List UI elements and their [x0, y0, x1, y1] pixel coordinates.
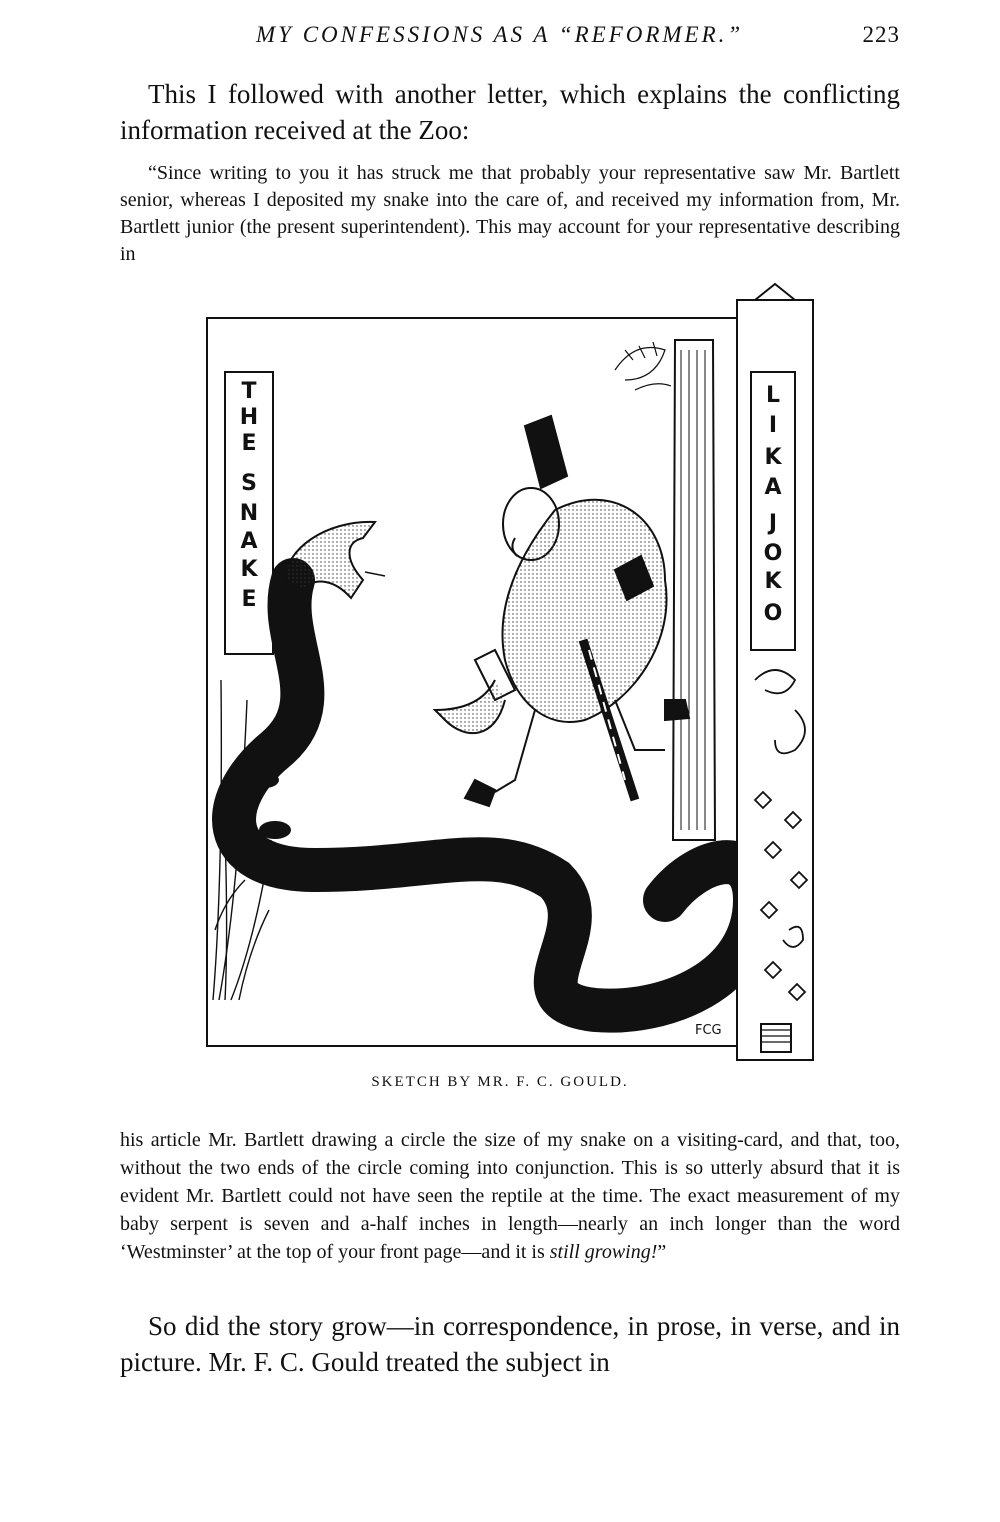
letter-paragraph-2: [120, 1126, 900, 1266]
closing-paragraph: So did the story grow—in correspondence, in prose, in verse, and in picture. Mr. F. C. Gould treated the subject in: [120, 1311, 900, 1377]
left-scroll-letter: A: [240, 529, 258, 554]
left-scroll-letter: E: [241, 587, 257, 612]
left-scroll-letter: S: [241, 471, 257, 496]
page-number: 223: [862, 22, 900, 47]
right-scroll-letter: K: [764, 569, 782, 594]
foliage: [615, 342, 671, 390]
emphasis-still-growing: still growing!: [549, 1241, 658, 1263]
snake-head: [285, 522, 375, 598]
left-scroll-letter: N: [239, 501, 259, 526]
running-title: MY CONFESSIONS AS A “REFORMER.”: [256, 22, 744, 47]
right-scroll-letter: I: [768, 413, 778, 438]
closing-quote: ”: [657, 1241, 667, 1263]
left-scroll-letter: K: [240, 557, 258, 582]
scroll-roller-end: [761, 1024, 791, 1052]
figure-caption: SKETCH BY MR. F. C. GOULD.: [371, 1074, 629, 1090]
right-scroll-letter: J: [768, 511, 778, 536]
right-scroll-letter: K: [764, 445, 782, 470]
snake-body: [234, 580, 755, 1011]
intro-paragraph: This I followed with another letter, which explains the conflicting information received at the Zoo:: [120, 79, 900, 145]
right-scroll-letter: L: [765, 383, 781, 408]
right-scroll-letter: A: [764, 475, 782, 500]
illustration-snake-cartoon: [195, 280, 835, 1070]
running-man-figure: [435, 416, 689, 806]
page-header: [120, 22, 900, 56]
letter-paragraph-2-text: his article Mr. Bartlett drawing a circle the size of my snake on a visiting-card, and that, too, without the two ends of the circle coming into conjunction. This is so utterly absurd that it is evident Mr. Bartlett could not have seen the reptile at the time. The exact measurement of my baby serpent is seven and a-half inches in length—nearly an inch longer than the word ‘Westminster’ at the top of your front page—and it is: [120, 1129, 900, 1263]
tree-trunk: [673, 340, 715, 840]
right-scroll-letter: O: [763, 601, 783, 626]
artist-signature: FCG: [695, 1023, 722, 1038]
left-scroll-letter: T: [241, 379, 257, 404]
left-scroll-letter: H: [239, 405, 259, 430]
right-scroll-letter: O: [763, 541, 783, 566]
left-scroll-letter: E: [241, 431, 257, 456]
letter-paragraph-1: “Since writing to you it has struck me that probably your representative saw Mr. Bartlett senior, whereas I deposited my snake into the care of, and received my information from, Mr. Bartlett junior (the present superintendent). This may account for your representative describing in: [120, 162, 900, 265]
